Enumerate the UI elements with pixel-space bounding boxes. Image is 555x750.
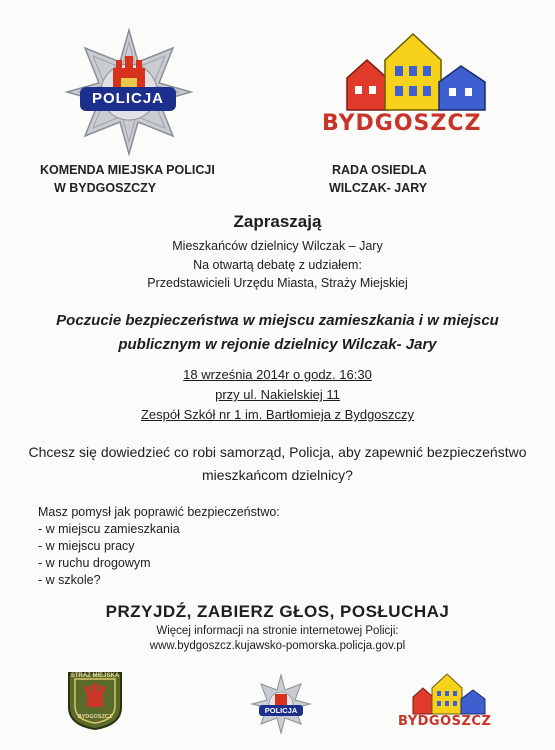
- list-item: - w miejscu zamieszkania: [38, 522, 180, 536]
- event-venue: Zespół Szkół nr 1 im. Bartłomieja z Bydgoszczy: [140, 407, 415, 422]
- call-to-action: PRZYJDŹ, ZABIERZ GŁOS, POSŁUCHAJ: [105, 602, 450, 621]
- question-text: [20, 441, 535, 487]
- police-small-ribbon: POLICJA: [259, 705, 303, 716]
- list-item: - w miejscu pracy: [38, 539, 135, 553]
- invitation-line1: Mieszkańców dzielnicy Wilczak – Jary: [172, 239, 383, 253]
- guard-badge-top-text: STRAŻ MIEJSKA: [70, 673, 120, 679]
- more-info-label: Więcej informacji na stronie internetowej Policji:: [156, 625, 399, 637]
- more-info: [0, 624, 555, 654]
- ideas-list: [38, 504, 280, 589]
- event-date: 18 września 2014r o godz. 16:30: [183, 367, 372, 382]
- police-unit-name: [40, 161, 215, 197]
- guard-badge-bottom-text: BYDGOSZCZ: [77, 714, 113, 720]
- headline-line1: Poczucie bezpieczeństwa w miejscu zamieszkania i w miejscu: [56, 312, 499, 329]
- question-line1: Chcesz się dowiedzieć co robi samorząd, Policja, aby zapewnić bezpieczeństwo: [28, 444, 527, 460]
- list-item: - w ruchu drogowym: [38, 556, 151, 570]
- police-unit-line2: W BYDGOSZCZY: [54, 181, 157, 195]
- invitation-line3: Przedstawicieli Urzędu Miasta, Straży Miejskiej: [147, 276, 408, 290]
- council-name: [329, 161, 427, 197]
- event-details: [0, 365, 555, 425]
- bydgoszcz-city-logo: [345, 30, 495, 115]
- council-line2: WILCZAK- JARY: [329, 181, 428, 195]
- more-info-url[interactable]: www.bydgoszcz.kujawsko-pomorska.policja.gov.pl: [149, 640, 406, 652]
- bydgoszcz-small-logo-text: BYDGOSZCZ: [398, 714, 492, 729]
- event-address: przy ul. Nakielskiej 11: [215, 387, 340, 402]
- list-item: - w szkole?: [38, 573, 101, 587]
- bydgoszcz-city-small-logo: [412, 672, 492, 716]
- council-line1: RADA OSIEDLA: [332, 163, 427, 177]
- police-badge-ribbon: POLICJA: [80, 87, 176, 111]
- invitation-line2: Na otwartą debatę z udziałem:: [193, 258, 362, 272]
- invitation-title: Zapraszają: [233, 212, 322, 231]
- debate-headline: [20, 309, 535, 357]
- question-line2: mieszkańcom dzielnicy?: [202, 467, 353, 483]
- bydgoszcz-logo-text: BYDGOSZCZ: [322, 111, 482, 136]
- police-unit-line1: KOMENDA MIEJSKA POLICJI: [40, 163, 215, 177]
- headline-line2: publicznym w rejonie dzielnicy Wilczak- Jary: [118, 336, 437, 353]
- ideas-intro: Masz pomysł jak poprawić bezpieczeństwo:: [38, 505, 280, 519]
- police-star-small-logo: [250, 673, 312, 735]
